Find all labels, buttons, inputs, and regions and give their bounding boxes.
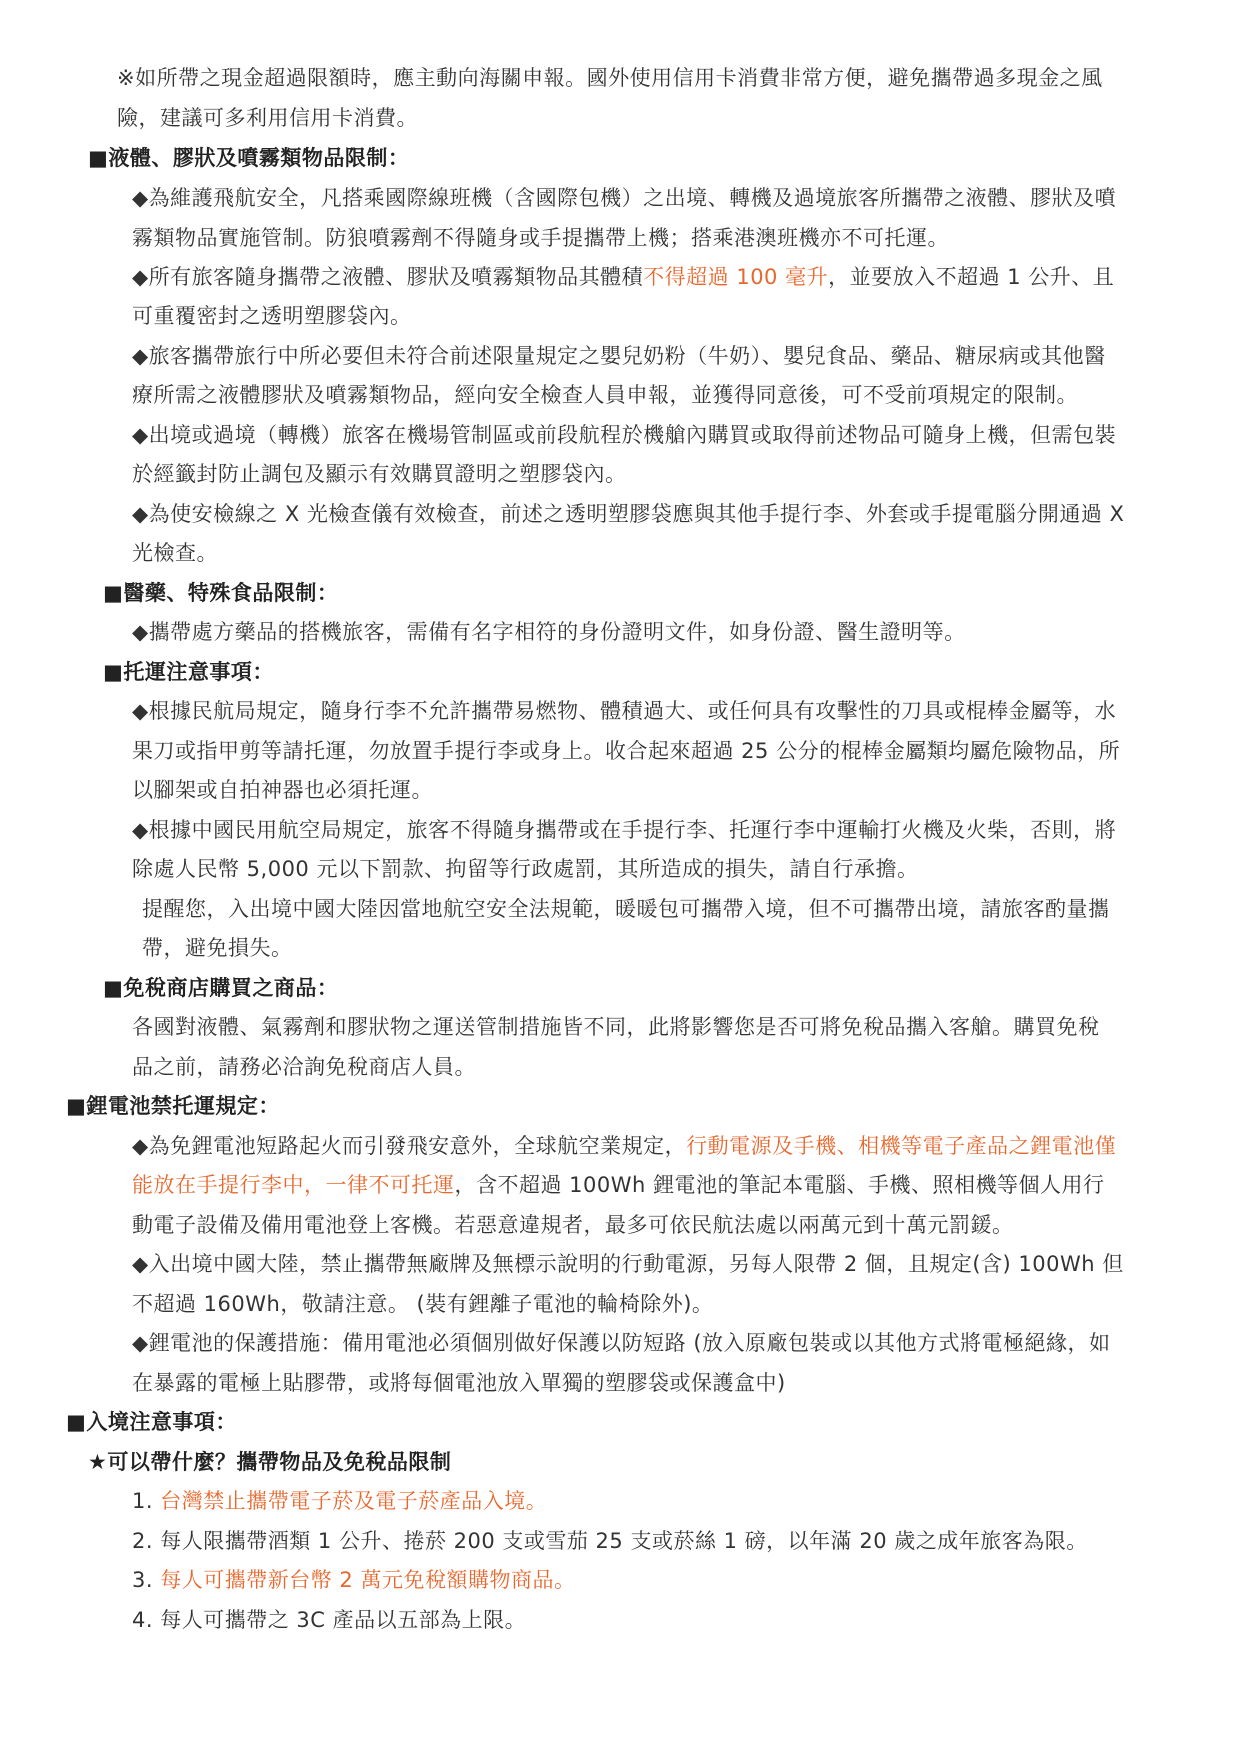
battery-bullet-line xyxy=(132,1173,1105,1197)
section-heading-entry: ■入境注意事項： xyxy=(66,1410,237,1434)
duty-free-line: 各國對液體、氣霧劑和膠狀物之運送管制措施皆不同，此將影響您是否可將免稅品攜入客艙。購買免稅 xyxy=(132,1015,1100,1039)
battery-bullet-line: 動電子設備及備用電池登上客機。若惡意違規者，最多可依民航法處以兩萬元到十萬元罰鍰。 xyxy=(132,1213,1014,1237)
battery-bullet-line: ◆鋰電池的保護措施：備用電池必須個別做好保護以防短路 (放入原廠包裝或以其他方式將電極絕緣，如 xyxy=(132,1331,1111,1355)
highlight-text: 能放在手提行李中，一律不可托運 xyxy=(132,1173,455,1197)
intro-line: ※如所帶之現金超過限額時，應主動向海關申報。國外使用信用卡消費非常方便，避免攜帶過多現金之風 xyxy=(117,66,1103,90)
section-heading-checked-baggage: ■托運注意事項： xyxy=(103,660,274,684)
liquids-bullet-line: 霧類物品實施管制。防狼噴霧劑不得隨身或手提攜帶上機；搭乘港澳班機亦不可托運。 xyxy=(132,226,949,250)
duty-free-line: 品之前，請務必洽詢免稅商店人員。 xyxy=(132,1055,476,1079)
list-number: 4. xyxy=(132,1608,154,1632)
list-item-text: 每人可攜帶新台幣 2 萬元免稅額購物商品。 xyxy=(160,1568,576,1592)
battery-bullet-line: ◆入出境中國大陸，禁止攜帶無廠牌及無標示說明的行動電源，另每人限帶 2 個，且規定(含) 100Wh 但 xyxy=(132,1252,1124,1276)
highlight-text: 行動電源及手機、相機等電子產品之鋰電池僅 xyxy=(686,1134,1117,1158)
checked-bullet-line: 除處人民幣 5,000 元以下罰款、拘留等行政處罰，其所造成的損失，請自行承擔。 xyxy=(132,857,919,881)
entry-list-item xyxy=(132,1608,526,1632)
text-run: ，含不超過 100Wh 鋰電池的筆記本電腦、手機、照相機等個人用行 xyxy=(454,1173,1105,1197)
checked-bullet-line: ◆根據中國民用航空局規定，旅客不得隨身攜帶或在手提行李、托運行李中運輸打火機及火柴，否則，將 xyxy=(132,818,1117,842)
entry-list-item xyxy=(132,1529,1088,1553)
liquids-bullet-line: 療所需之液體膠狀及噴霧類物品，經向安全檢查人員申報，並獲得同意後，可不受前項規定的限制。 xyxy=(132,383,1078,407)
liquids-bullet-line: 於經籤封防止調包及顯示有效購買證明之塑膠袋內。 xyxy=(132,462,627,486)
section-heading-medicine: ■醫藥、特殊食品限制： xyxy=(103,581,339,605)
liquids-bullet-line xyxy=(132,265,1114,289)
entry-list-item xyxy=(132,1489,547,1513)
text-run: ，並要放入不超過 1 公升、且 xyxy=(828,265,1115,289)
section-heading-liquids: ■液體、膠狀及噴霧類物品限制： xyxy=(88,146,410,170)
liquids-bullet-line: ◆為使安檢線之 X 光檢查儀有效檢查，前述之透明塑膠袋應與其他手提行李、外套或手提電腦分開通過 X xyxy=(132,502,1125,526)
battery-bullet-line xyxy=(132,1134,1116,1158)
entry-list-item xyxy=(132,1568,575,1592)
list-item-text: 台灣禁止攜帶電子菸及電子菸產品入境。 xyxy=(160,1489,548,1513)
liquids-bullet-line: 可重覆密封之透明塑膠袋內。 xyxy=(132,304,412,328)
section-heading-duty-free: ■免稅商店購買之商品： xyxy=(103,976,339,1000)
section-heading-lithium-battery: ■鋰電池禁托運規定： xyxy=(66,1094,280,1118)
battery-bullet-line: 在暴露的電極上貼膠帶，或將每個電池放入單獨的塑膠袋或保護盒中) xyxy=(132,1371,786,1395)
liquids-bullet-line: ◆出境或過境（轉機）旅客在機場管制區或前段航程於機艙內購買或取得前述物品可隨身上機，但需包裝 xyxy=(132,423,1117,447)
liquids-bullet-line: 光檢查。 xyxy=(132,541,218,565)
list-number: 2. xyxy=(132,1529,154,1553)
checked-note-line: 帶，避免損失。 xyxy=(142,936,293,960)
medicine-bullet-line: ◆攜帶處方藥品的搭機旅客，需備有名字相符的身份證明文件，如身份證、醫生證明等。 xyxy=(132,620,966,644)
liquids-bullet-line: ◆為維護飛航安全，凡搭乘國際線班機（含國際包機）之出境、轉機及過境旅客所攜帶之液體、膠狀及噴 xyxy=(132,186,1117,210)
liquids-bullet-line: ◆旅客攜帶旅行中所必要但未符合前述限量規定之嬰兒奶粉（牛奶）、嬰兒食品、藥品、糖尿病或其他醫 xyxy=(132,344,1106,368)
text-run: ◆所有旅客隨身攜帶之液體、膠狀及噴霧類物品其體積 xyxy=(132,265,644,289)
highlight-text: 不得超過 100 毫升 xyxy=(643,265,829,289)
list-number: 1. xyxy=(132,1489,154,1513)
list-item-text: 每人可攜帶之 3C 產品以五部為上限。 xyxy=(160,1608,527,1632)
text-run: ◆為免鋰電池短路起火而引發飛安意外，全球航空業規定， xyxy=(132,1134,687,1158)
list-item-text: 每人限攜帶酒類 1 公升、捲菸 200 支或雪茄 25 支或菸絲 1 磅，以年滿 20 歲之成年旅客為限。 xyxy=(160,1529,1088,1553)
entry-subheading: ★可以帶什麼？攜帶物品及免稅品限制 xyxy=(88,1450,452,1474)
checked-bullet-line: ◆根據民航局規定，隨身行李不允許攜帶易燃物、體積過大、或任何具有攻擊性的刀具或棍棒金屬等，水 xyxy=(132,699,1117,723)
checked-note-line: 提醒您，入出境中國大陸因當地航空安全法規範，暖暖包可攜帶入境，但不可攜帶出境，請旅客酌量攜 xyxy=(142,897,1110,921)
checked-bullet-line: 以腳架或自拍神器也必須托運。 xyxy=(132,778,433,802)
list-number: 3. xyxy=(132,1568,154,1592)
checked-bullet-line: 果刀或指甲剪等請托運，勿放置手提行李或身上。收合起來超過 25 公分的棍棒金屬類均屬危險物品，所 xyxy=(132,739,1121,763)
intro-line: 險，建議可多利用信用卡消費。 xyxy=(117,106,418,130)
battery-bullet-line: 不超過 160Wh，敬請注意。 (裝有鋰離子電池的輪椅除外)。 xyxy=(132,1292,714,1316)
